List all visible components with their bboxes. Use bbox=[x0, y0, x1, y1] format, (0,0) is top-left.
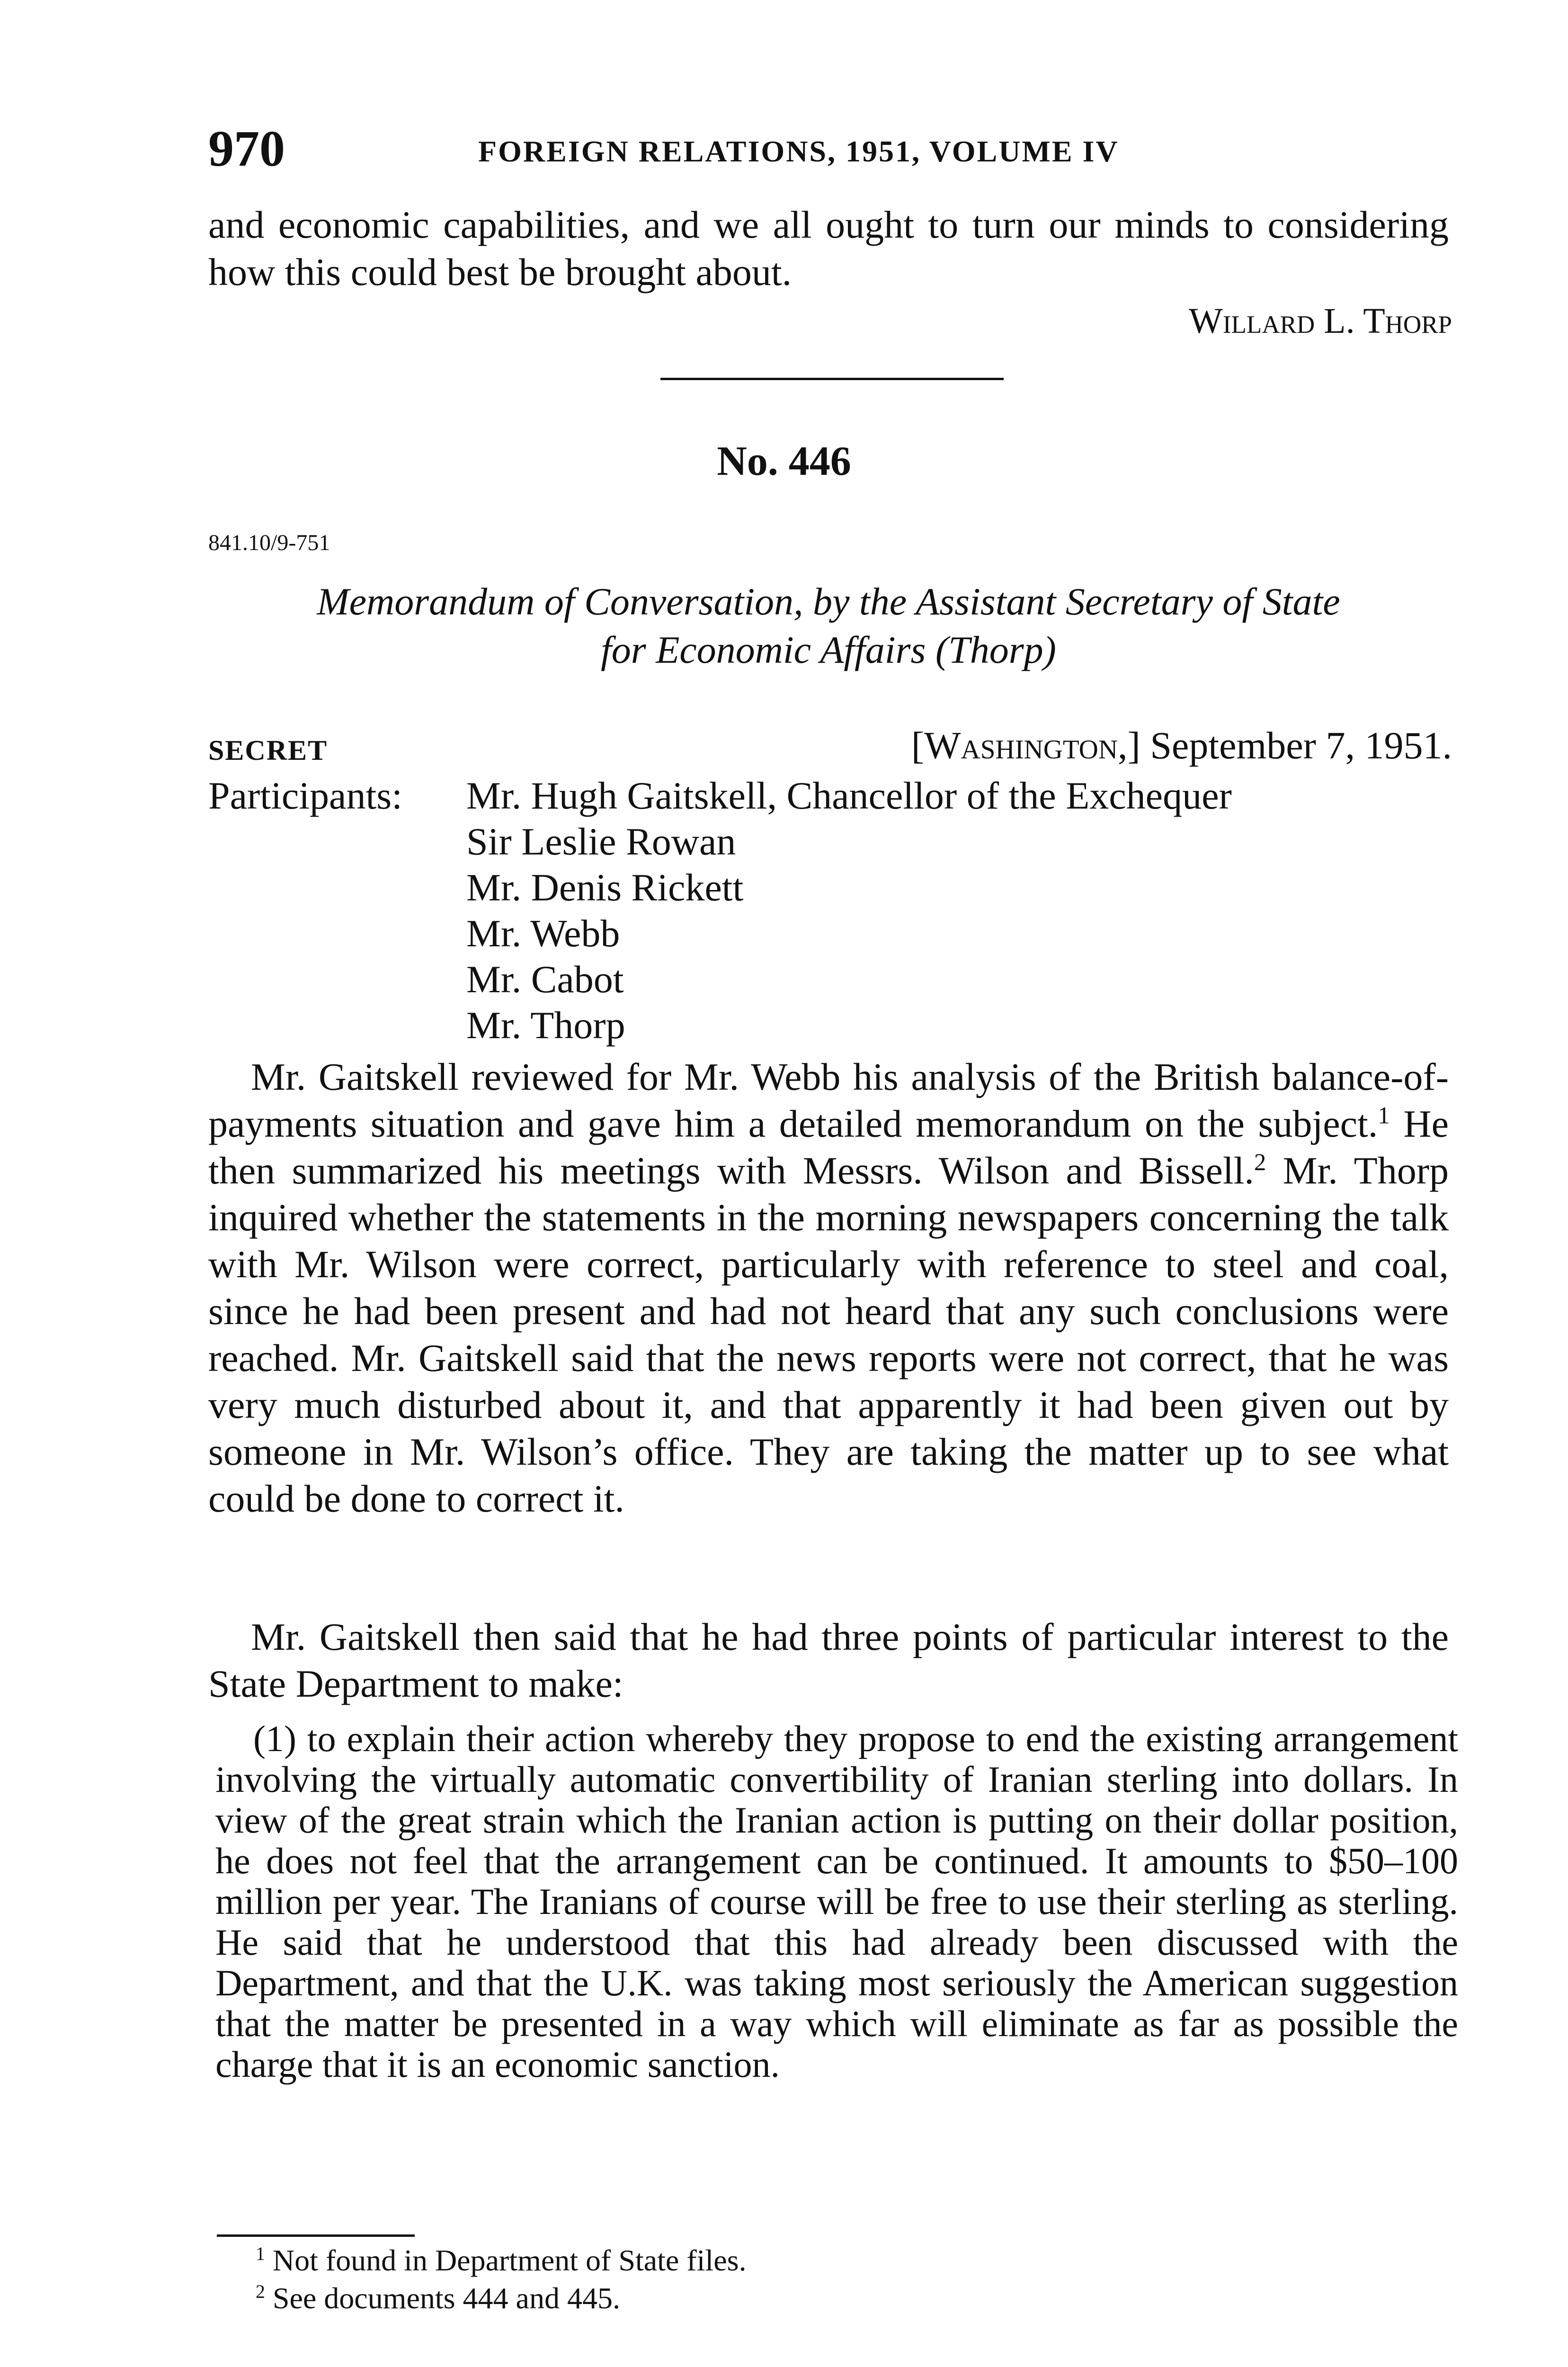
dateline: [Washington,] September 7, 1951. bbox=[911, 724, 1452, 767]
document-title-line-1: Memorandum of Conversation, by the Assistant Secretary of State bbox=[317, 580, 1340, 623]
participant: Mr. Cabot bbox=[466, 958, 624, 1001]
body-text: Mr. Gaitskell reviewed for Mr. Webb his analysis of the British balance-of-payments situation and gave him a detailed memorandum on the subject. bbox=[208, 1055, 1449, 1145]
footnote-reference-2: 2 bbox=[1254, 1149, 1266, 1176]
file-reference: 841.10/9-751 bbox=[208, 530, 330, 555]
document-title-line-2: for Economic Affairs (Thorp) bbox=[601, 628, 1056, 671]
footnote-2 bbox=[256, 2279, 620, 2317]
footnote-reference-1: 1 bbox=[1378, 1102, 1390, 1129]
footnote-text: Not found in Department of State files. bbox=[272, 2243, 747, 2277]
running-title: FOREIGN RELATIONS, 1951, VOLUME IV bbox=[478, 134, 1119, 168]
body-text: Mr. Thorp inquired whether the statements in the morning newspapers concerning the talk with Mr. Wilson were correct, particularly with reference to steel and coal, since he had been present and had not heard that any such conclusions were reached. Mr. Gaitskell said that the news reports were not correct, that he was very much disturbed about it, and that apparently it had been given out by someone in Mr. Wilson’s office. They are taking the matter up to see what could be done to correct it. bbox=[208, 1149, 1449, 1520]
participants-list bbox=[466, 773, 1232, 1048]
participant: Mr. Webb bbox=[466, 912, 620, 955]
section-divider bbox=[660, 378, 1004, 380]
date: September 7, 1951. bbox=[1150, 724, 1452, 767]
participant: Sir Leslie Rowan bbox=[466, 820, 736, 863]
page-number: 970 bbox=[208, 121, 285, 177]
footnote-text: See documents 444 and 445. bbox=[272, 2281, 620, 2315]
continuation-paragraph: and economic capabilities, and we all ought to turn our minds to considering how this could best be brought about. bbox=[208, 203, 1449, 294]
place: Washington, bbox=[924, 724, 1128, 767]
classification-label: SECRET bbox=[208, 735, 328, 766]
participants-label: Participants: bbox=[208, 774, 402, 817]
body-text: He then summarized his meetings with Messrs. Wilson and Bissell. bbox=[208, 1102, 1449, 1192]
participant: Mr. Hugh Gaitskell, Chancellor of the Exchequer bbox=[466, 774, 1232, 817]
participant: Mr. Denis Rickett bbox=[466, 866, 744, 909]
signature: Willard L. Thorp bbox=[1189, 301, 1452, 341]
body-paragraph-3: (1) to explain their action whereby they propose to end the existing arrangement involving the virtually automatic convertibility of Iranian sterling into dollars. In view of the great strain which the Iranian action is putting on their dollar position, he does not feel that the arrangement can be continued. It amounts to $50–100 million per year. The Iranians of course will be free to use their sterling as sterling. He said that he understood that this had already been discussed with the Department, and that the U.K. was taking most seriously the American suggestion that the matter be presented in a way which will eliminate as far as possible the charge that it is an economic sanction. bbox=[215, 1718, 1458, 2085]
document-number: No. 446 bbox=[717, 438, 851, 484]
body-paragraph-2: Mr. Gaitskell then said that he had three points of particular interest to the State Department to make: bbox=[208, 1615, 1449, 1705]
participant: Mr. Thorp bbox=[466, 1004, 625, 1047]
footnote-1 bbox=[256, 2242, 747, 2279]
body-paragraph-1 bbox=[208, 1053, 1449, 1522]
footnote-divider bbox=[217, 2234, 415, 2237]
footnote-mark: 2 bbox=[256, 2281, 265, 2303]
document-title bbox=[208, 578, 1449, 674]
footnote-mark: 1 bbox=[256, 2243, 265, 2265]
